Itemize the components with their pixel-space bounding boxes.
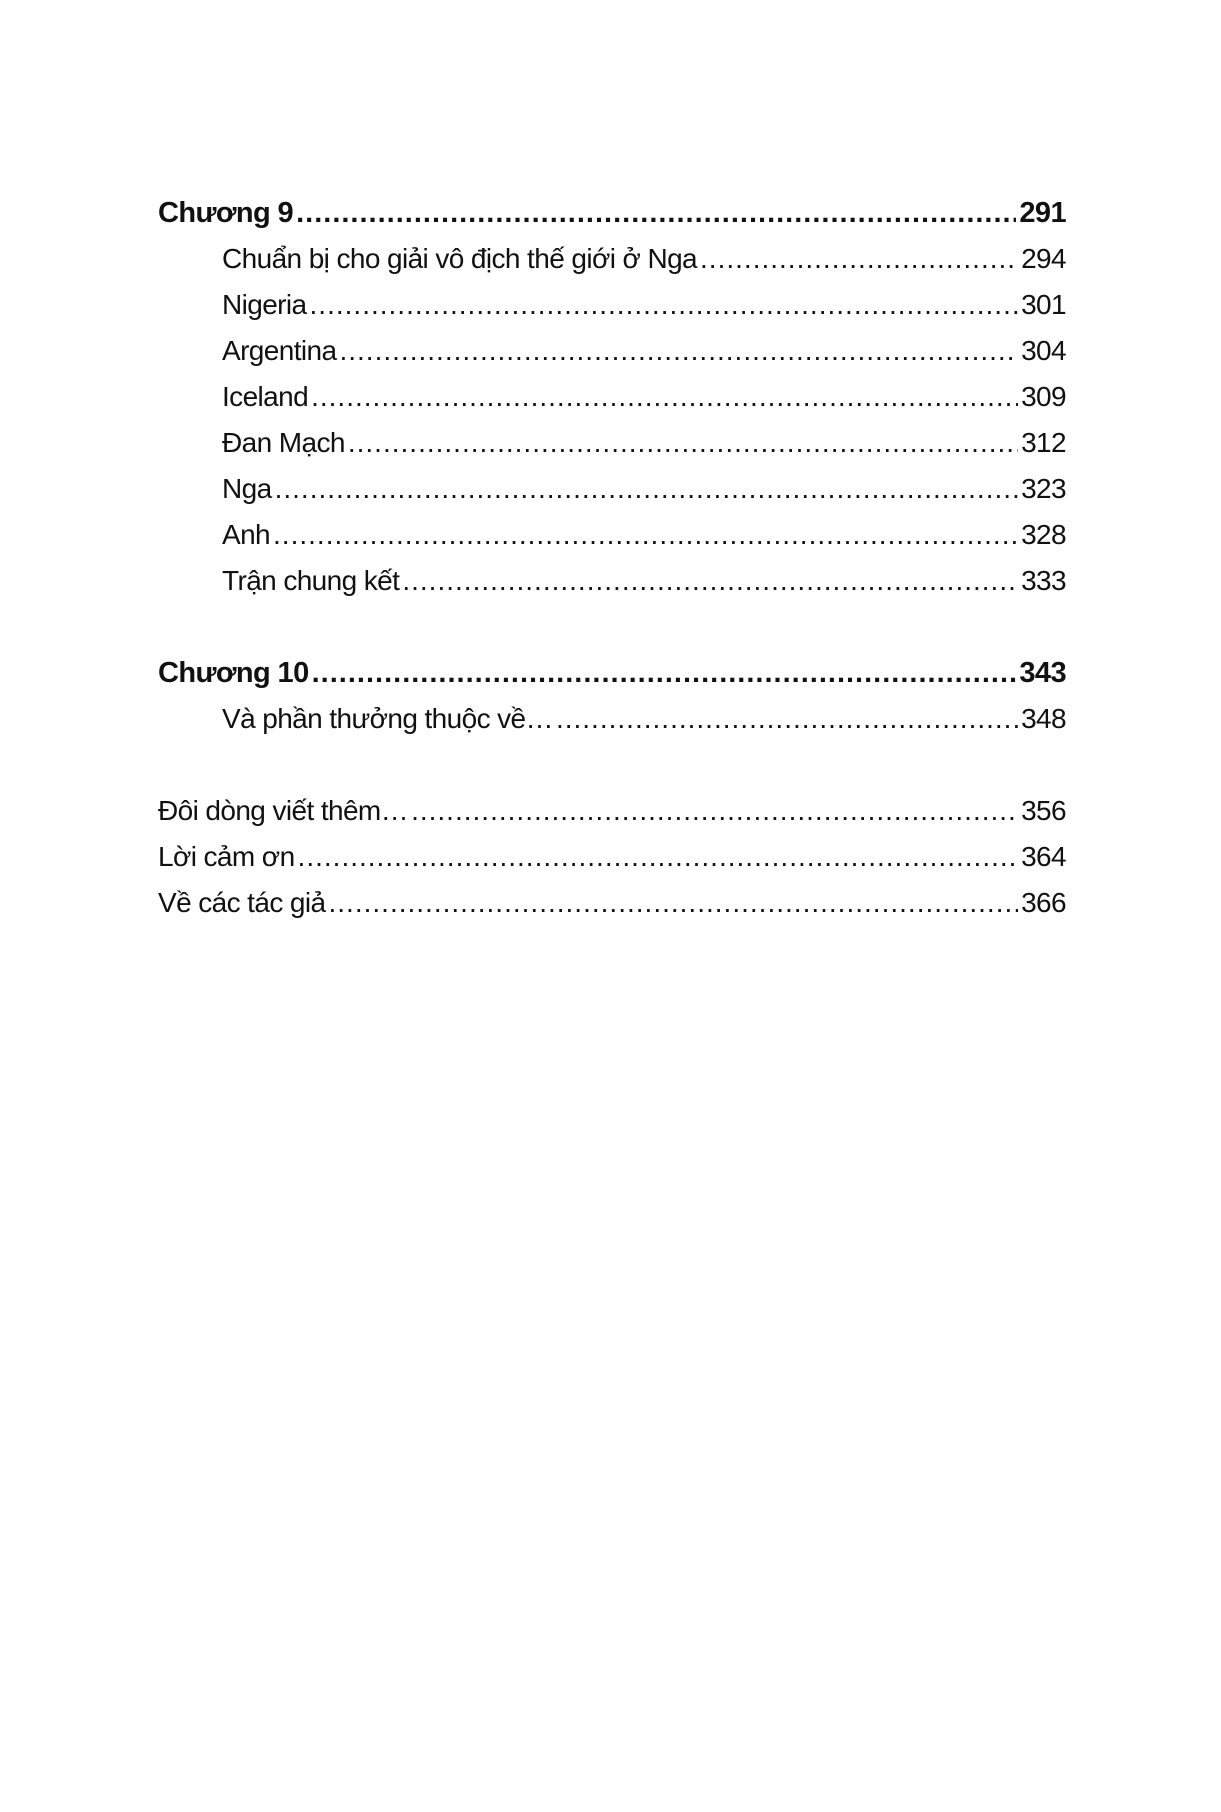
page-number: 364 xyxy=(1021,841,1066,872)
chapter-title: Chương 9 xyxy=(158,197,294,229)
dot-leader xyxy=(348,420,1018,466)
page-number: 348 xyxy=(1021,703,1066,734)
dot-leader xyxy=(556,696,1018,742)
dot-leader xyxy=(311,374,1018,420)
dot-leader xyxy=(700,236,1018,282)
entry-title: Nigeria xyxy=(222,289,307,320)
section-spacer xyxy=(158,604,1066,650)
dot-leader xyxy=(328,880,1018,926)
toc-entry[interactable] xyxy=(158,236,1066,282)
dot-leader xyxy=(275,466,1019,512)
toc-entry[interactable] xyxy=(158,420,1066,466)
toc-entry[interactable] xyxy=(158,558,1066,604)
page-number: 333 xyxy=(1021,565,1066,596)
entry-title: Anh xyxy=(222,519,271,550)
entry-title: Nga xyxy=(222,473,272,504)
dot-leader xyxy=(402,558,1018,604)
page-number: 366 xyxy=(1021,887,1066,918)
entry-title: Chuẩn bị cho giải vô địch thế giới ở Nga xyxy=(222,243,698,274)
page-number: 301 xyxy=(1021,289,1066,320)
dot-leader xyxy=(310,282,1019,328)
dot-leader xyxy=(339,328,1018,374)
dot-leader xyxy=(312,650,1017,696)
chapter-title: Chương 10 xyxy=(158,657,309,689)
page-number: 312 xyxy=(1021,427,1066,458)
dot-leader xyxy=(298,834,1019,880)
page-number: 343 xyxy=(1019,657,1066,689)
toc-entry[interactable] xyxy=(158,696,1066,742)
table-of-contents xyxy=(158,190,1066,926)
entry-title: Đan Mạch xyxy=(222,427,345,458)
page-number: 323 xyxy=(1021,473,1066,504)
toc-chapter-10[interactable] xyxy=(158,650,1066,696)
page-number: 309 xyxy=(1021,381,1066,412)
page-number: 291 xyxy=(1019,197,1066,229)
toc-entry[interactable] xyxy=(158,466,1066,512)
dot-leader xyxy=(273,512,1018,558)
toc-chapter-9[interactable] xyxy=(158,190,1066,236)
entry-title: Về các tác giả xyxy=(158,887,326,918)
entry-title: Iceland xyxy=(222,381,309,412)
toc-back-matter-entry[interactable] xyxy=(158,880,1066,926)
toc-entry[interactable] xyxy=(158,328,1066,374)
entry-title: Argentina xyxy=(222,335,337,366)
dot-leader xyxy=(411,788,1018,834)
section-spacer xyxy=(158,742,1066,788)
toc-entry[interactable] xyxy=(158,512,1066,558)
toc-entry[interactable] xyxy=(158,374,1066,420)
page-number: 328 xyxy=(1021,519,1066,550)
entry-title: Đôi dòng viết thêm… xyxy=(158,795,409,826)
entry-title: Trận chung kết xyxy=(222,565,400,596)
page-number: 356 xyxy=(1021,795,1066,826)
toc-entry[interactable] xyxy=(158,282,1066,328)
page-number: 294 xyxy=(1021,243,1066,274)
entry-title: Lời cảm ơn xyxy=(158,841,295,872)
dot-leader xyxy=(296,190,1016,236)
entry-title: Và phần thưởng thuộc về… xyxy=(222,703,553,734)
toc-back-matter-entry[interactable] xyxy=(158,834,1066,880)
toc-back-matter-entry[interactable] xyxy=(158,788,1066,834)
page-number: 304 xyxy=(1021,335,1066,366)
